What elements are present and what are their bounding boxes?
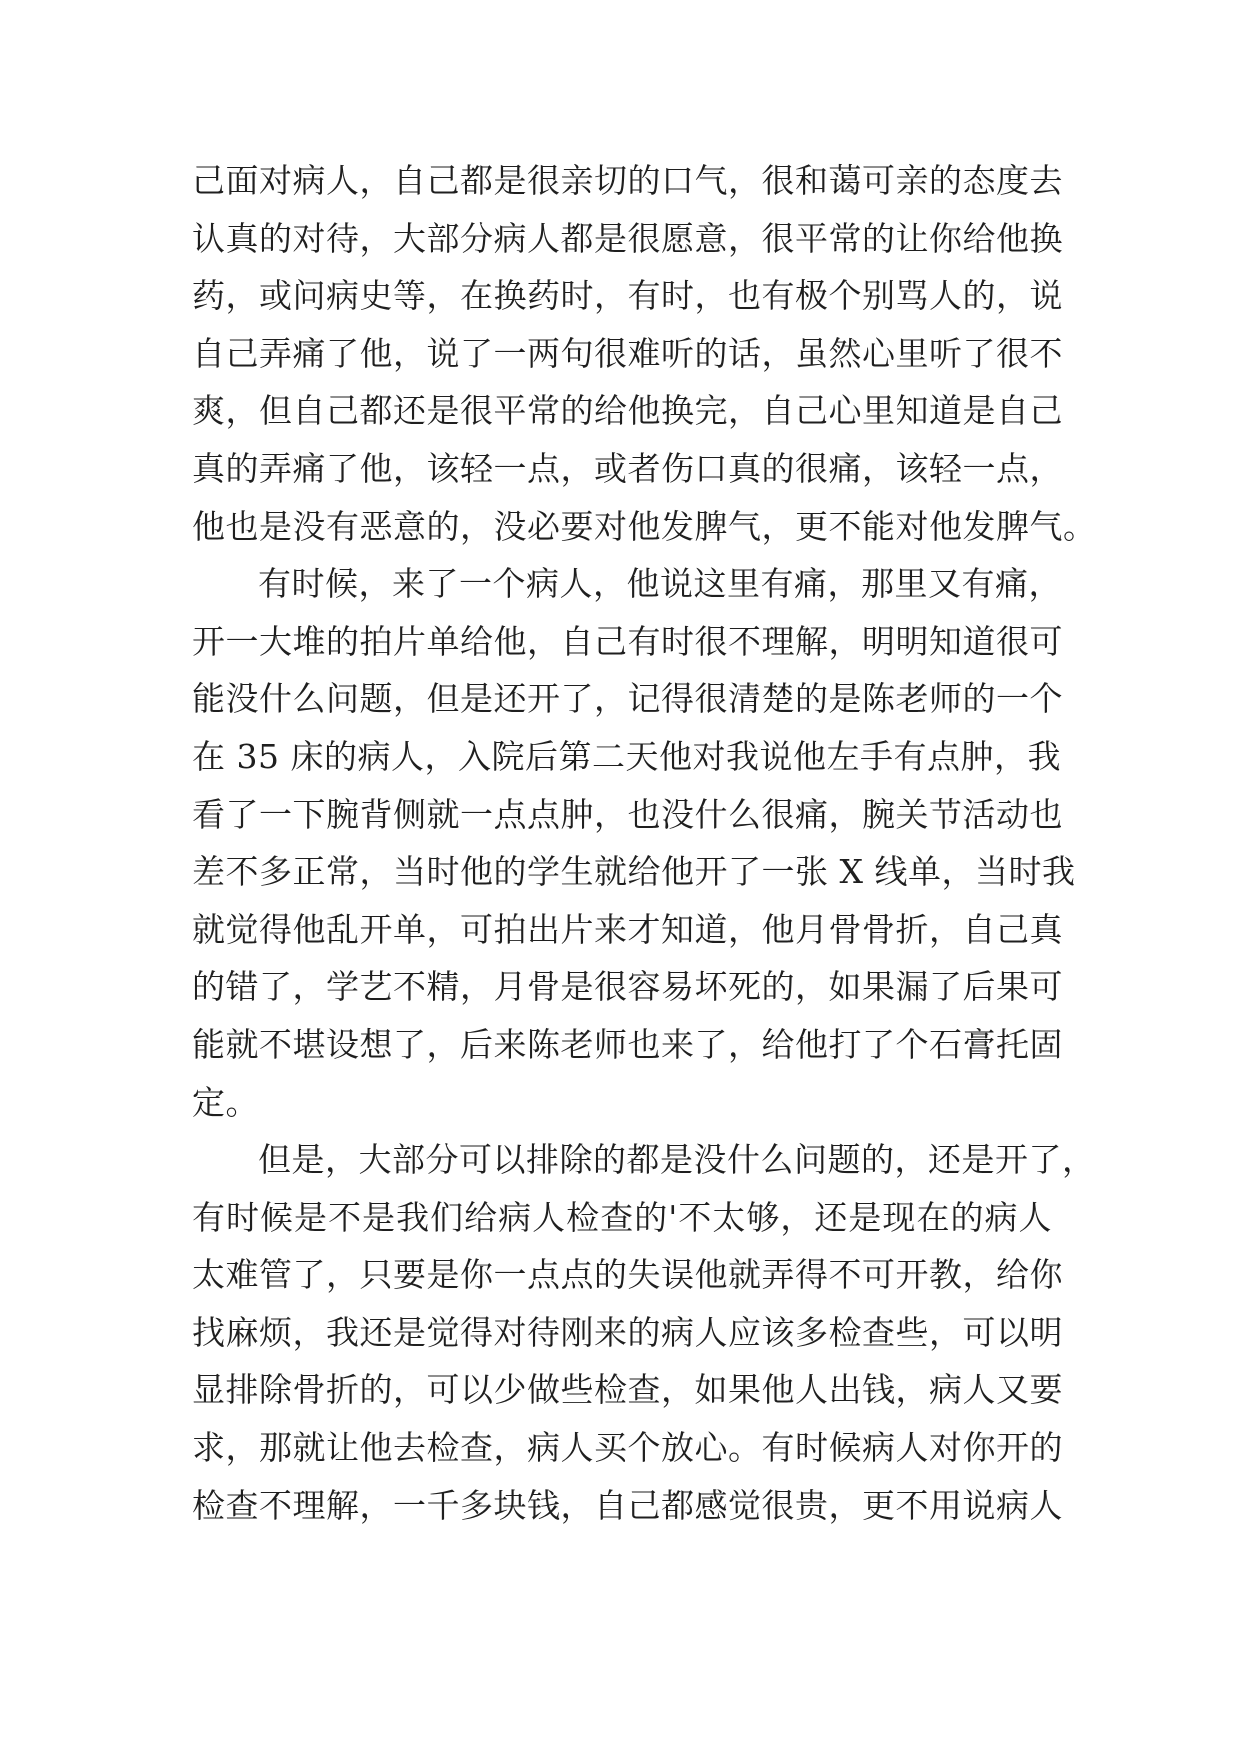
text-line: 的错了，学艺不精，月骨是很容易坏死的，如果漏了后果可: [192, 967, 1063, 1007]
text-line: 看了一下腕背侧就一点点肿，也没什么很痛，腕关节活动也: [192, 794, 1063, 834]
text-line: 真的弄痛了他，该轻一点，或者伤口真的很痛，该轻一点，: [192, 448, 1063, 488]
text-line: 认真的对待，大部分病人都是很愿意，很平常的让你给他换: [192, 218, 1063, 258]
text-line: 爽，但自己都还是很平常的给他换完，自己心里知道是自己: [192, 391, 1063, 431]
text-line: 能没什么问题，但是还开了，记得很清楚的是陈老师的一个: [192, 679, 1063, 719]
text-line: 就觉得他乱开单，可拍出片来才知道，他月骨骨折，自己真: [192, 909, 1063, 949]
paragraph-first-line: 有时候，来了一个病人，他说这里有痛，那里又有痛，: [258, 564, 1062, 604]
text-line: 定。: [192, 1082, 259, 1122]
text-line: 己面对病人，自己都是很亲切的口气，很和蔼可亲的态度去: [192, 161, 1063, 200]
body-text: [192, 152, 1097, 1534]
text-line: 检查不理解，一千多块钱，自己都感觉很贵，更不用说病人: [192, 1485, 1063, 1525]
text-line: 显排除骨折的，可以少做些检查，如果他人出钱，病人又要: [192, 1370, 1063, 1410]
text-line: 药，或问病史等，在换药时，有时，也有极个别骂人的，说: [192, 276, 1063, 316]
text-line: 找麻烦，我还是觉得对待刚来的病人应该多检查些，可以明: [192, 1312, 1063, 1352]
paragraph-first-line: 但是，大部分可以排除的都是没什么问题的，还是开了，: [258, 1140, 1096, 1180]
text-line: 在 35 床的病人，入院后第二天他对我说他左手有点肿，我: [192, 736, 1061, 776]
text-line: 他也是没有恶意的，没必要对他发脾气，更不能对他发脾气。: [192, 506, 1097, 546]
text-line: 能就不堪设想了，后来陈老师也来了，给他打了个石膏托固: [192, 1024, 1063, 1064]
text-line: 差不多正常，当时他的学生就给他开了一张 X 线单，当时我: [192, 852, 1076, 892]
text-line: 求，那就让他去检查，病人买个放心。有时候病人对你开的: [192, 1428, 1063, 1468]
text-line: 太难管了，只要是你一点点的失误他就弄得不可开教，给你: [192, 1255, 1063, 1295]
text-line: 开一大堆的拍片单给他，自己有时很不理解，明明知道很可: [192, 621, 1063, 661]
text-line: 有时候是不是我们给病人检查的'不太够，还是现在的病人: [192, 1197, 1052, 1237]
text-line: 自己弄痛了他，说了一两句很难听的话，虽然心里听了很不: [192, 333, 1063, 373]
